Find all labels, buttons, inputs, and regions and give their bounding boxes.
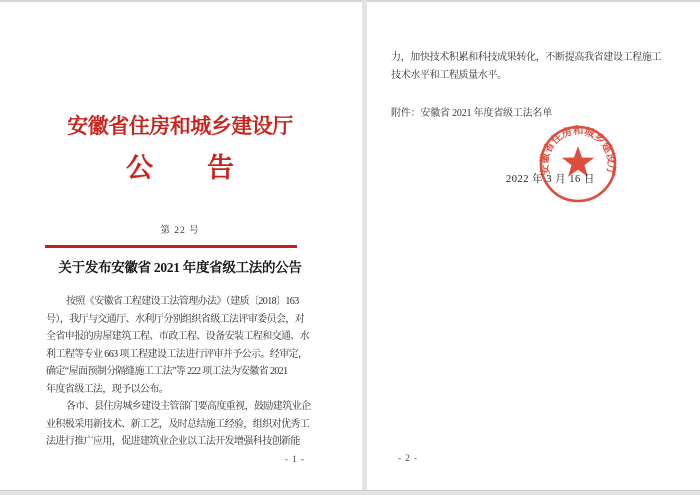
star-icon bbox=[562, 146, 594, 177]
announcement-title: 公 告 bbox=[126, 153, 234, 183]
attachment-line: 附件：安徽省 2021 年度省级工法名单 bbox=[391, 108, 552, 119]
body-line: 按照《安徽省工程建设工法管理办法》（建质〔2018〕163 bbox=[66, 296, 299, 307]
page2-body-text bbox=[391, 49, 671, 84]
body-line: 年度省级工法，现予以公布。 bbox=[46, 383, 169, 395]
announcement-heading: 关于发布安徽省 2021 年度省级工法的公告 bbox=[58, 260, 302, 275]
body-line: 技术水平和工程质量水平。 bbox=[391, 69, 507, 81]
page-number-1: - 1 - bbox=[285, 454, 305, 464]
body-line: 业积极采用新技术、新工艺，及时总结施工经验，组织对优秀工 bbox=[46, 418, 310, 430]
scan-bottom-border bbox=[0, 490, 700, 495]
body-line: 全省申报的房屋建筑工程、市政工程、设备安装工程和交通、水 bbox=[46, 331, 310, 342]
red-divider-rule bbox=[45, 245, 297, 248]
body-line: 号），我厅与交通厅、水利厅分别组织省级工法评审委员会，对 bbox=[46, 313, 305, 325]
seal-arc-text: 安徽省住房和城乡建设厅 bbox=[539, 126, 617, 177]
date-line: 2022 年 3 月 16 日 bbox=[506, 174, 595, 185]
issuing-organization-title: 安徽省住房和城乡建设厅 bbox=[67, 114, 293, 138]
scan-top-border bbox=[0, 0, 700, 2]
issue-number: 第 22 号 bbox=[160, 226, 200, 236]
page-number-2: - 2 - bbox=[398, 453, 418, 463]
official-seal bbox=[538, 124, 618, 204]
body-line: 确定“屋面预制分隔缝施工工法”等 222 项工法为安徽省 2021 bbox=[46, 366, 288, 377]
body-line: 力，加快技术积累和科技成果转化，不断提高我省建设工程施工 bbox=[391, 52, 662, 63]
page1-body-text bbox=[46, 293, 311, 451]
body-line: 利工程等专业 663 项工程建设工法进行评审并予公示。经审定， bbox=[46, 348, 308, 360]
body-line: 法进行推广应用，促进建筑业企业以工法开发增强科技创新能 bbox=[46, 436, 300, 447]
page-divider bbox=[362, 0, 367, 495]
body-line: 各市、县住房城乡建设主管部门要高度重视，鼓励建筑业企 bbox=[66, 401, 311, 412]
